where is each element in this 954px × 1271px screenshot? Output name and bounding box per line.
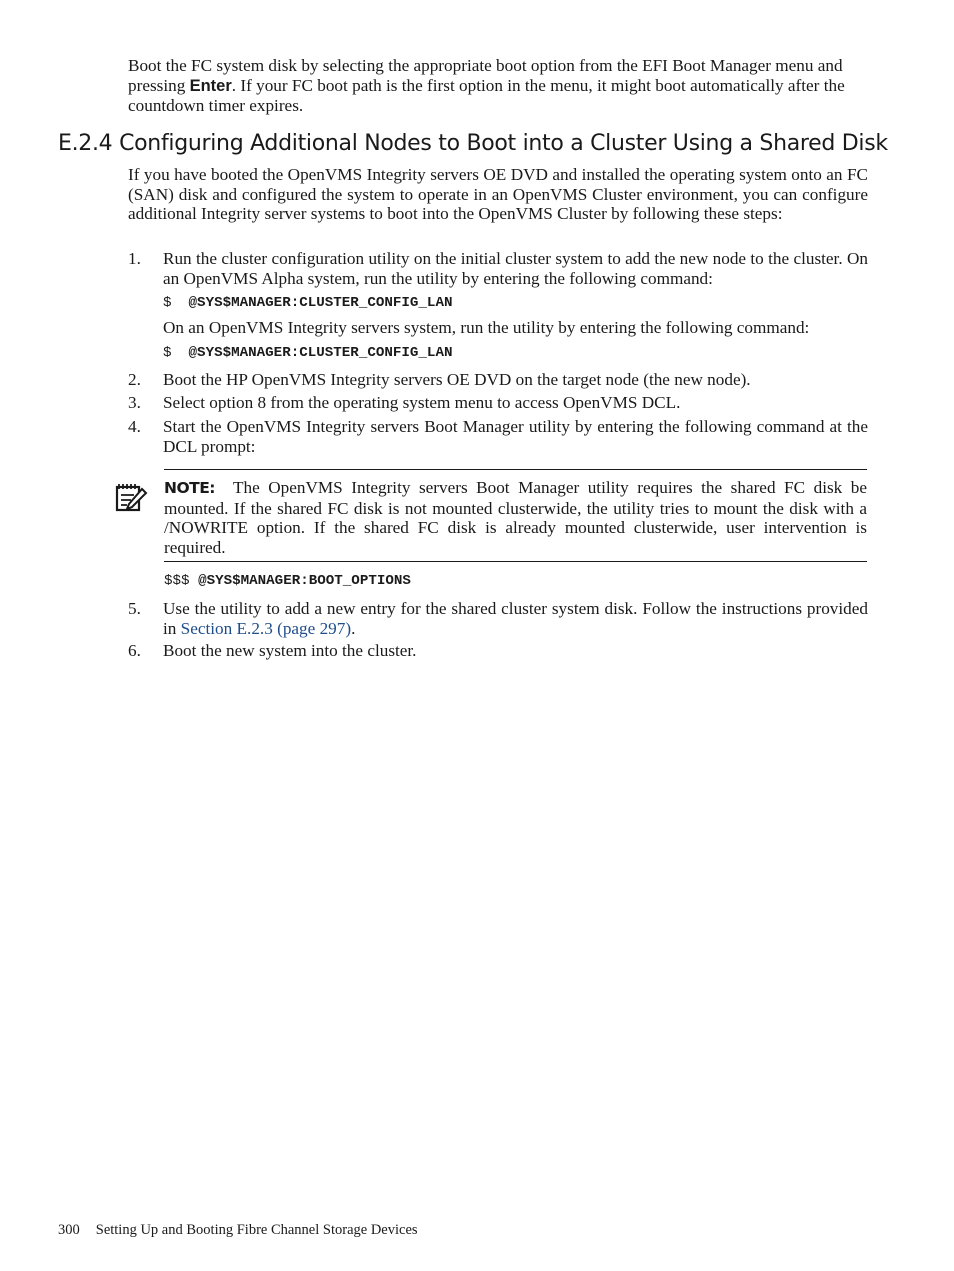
intro-text-after: . If your FC boot path is the first option in the menu, it might boot automatically after the countdown timer expires. (128, 75, 845, 116)
code-block (163, 344, 868, 362)
section-heading: E.2.4 Configuring Additional Nodes to Boot into a Cluster Using a Shared Disk (58, 131, 888, 156)
step-text: Run the cluster configuration utility on the initial cluster system to add the new node to the cluster. On an OpenVMS Alpha system, run the utility by entering the following command: (163, 249, 868, 288)
note-label: NOTE: (164, 479, 216, 497)
code-command: @SYS$MANAGER:CLUSTER_CONFIG_LAN (188, 295, 453, 312)
section-intro: If you have booted the OpenVMS Integrity servers OE DVD and installed the operating system onto an FC (SAN) disk and configured the system to operate in an OpenVMS Cluster environment, you can configure additional Integrity server systems to boot into the OpenVMS Cluster by following these steps: (128, 165, 868, 224)
boot-options-code (164, 572, 411, 590)
step-number: 5. (128, 599, 141, 618)
code-prompt: $ (163, 344, 172, 361)
intro-text-before: Boot the FC system disk by selecting the appropriate boot option from the EFI Boot Manager menu and pressing (128, 56, 843, 95)
step-2 (128, 370, 868, 390)
step-text: Select option 8 from the operating system menu to access OpenVMS DCL. (163, 393, 681, 413)
step-text: Boot the HP OpenVMS Integrity servers OE DVD on the target node (the new node). (163, 369, 751, 389)
note-pencil-icon (114, 480, 148, 514)
step-text-2: On an OpenVMS Integrity servers system, run the utility by entering the following command: (163, 318, 810, 338)
step-text: Boot the new system into the cluster. (163, 641, 417, 661)
step-3 (128, 393, 868, 413)
chapter-title: Setting Up and Booting Fibre Channel Storage Devices (95, 1222, 418, 1238)
step-number: 1. (128, 249, 141, 268)
step-text-before-link: Use the utility to add a new entry for the shared cluster system disk. Follow the instructions provided in (163, 599, 868, 638)
steps-list (128, 249, 868, 456)
code-prompt: $$$ (164, 573, 190, 589)
step-number: 4. (128, 416, 141, 436)
step-number: 2. (128, 369, 141, 389)
step-1 (128, 249, 868, 362)
intro-paragraph (128, 56, 868, 116)
step-text (163, 599, 868, 638)
step-number: 3. (128, 393, 141, 413)
code-block (163, 294, 868, 312)
section-e23-link[interactable]: Section E.2.3 (page 297) (180, 618, 352, 638)
step-text-after-link: . (351, 618, 356, 638)
step-text: Start the OpenVMS Integrity servers Boot Manager utility by entering the following command at the DCL prompt: (163, 416, 868, 456)
code-command: @SYS$MANAGER:CLUSTER_CONFIG_LAN (188, 344, 453, 361)
code-prompt: $ (163, 295, 172, 312)
enter-key-label: Enter (189, 76, 232, 95)
note-text: The OpenVMS Integrity servers Boot Manager utility requires the shared FC disk be mounted. If the shared FC disk is not mounted clusterwide, the utility tries to mount the disk with a /NOWRITE option. If the shared FC disk is already mounted clusterwide, user intervention is required. (164, 478, 867, 557)
step-6 (128, 641, 868, 661)
step-number: 6. (128, 641, 141, 661)
steps-list-continued (128, 599, 868, 661)
page-number: 300 (58, 1222, 80, 1238)
step-4 (128, 417, 868, 456)
step-5 (128, 599, 868, 638)
page-footer (58, 1222, 418, 1239)
code-command: @SYS$MANAGER:BOOT_OPTIONS (198, 573, 411, 589)
note-box (164, 469, 867, 562)
